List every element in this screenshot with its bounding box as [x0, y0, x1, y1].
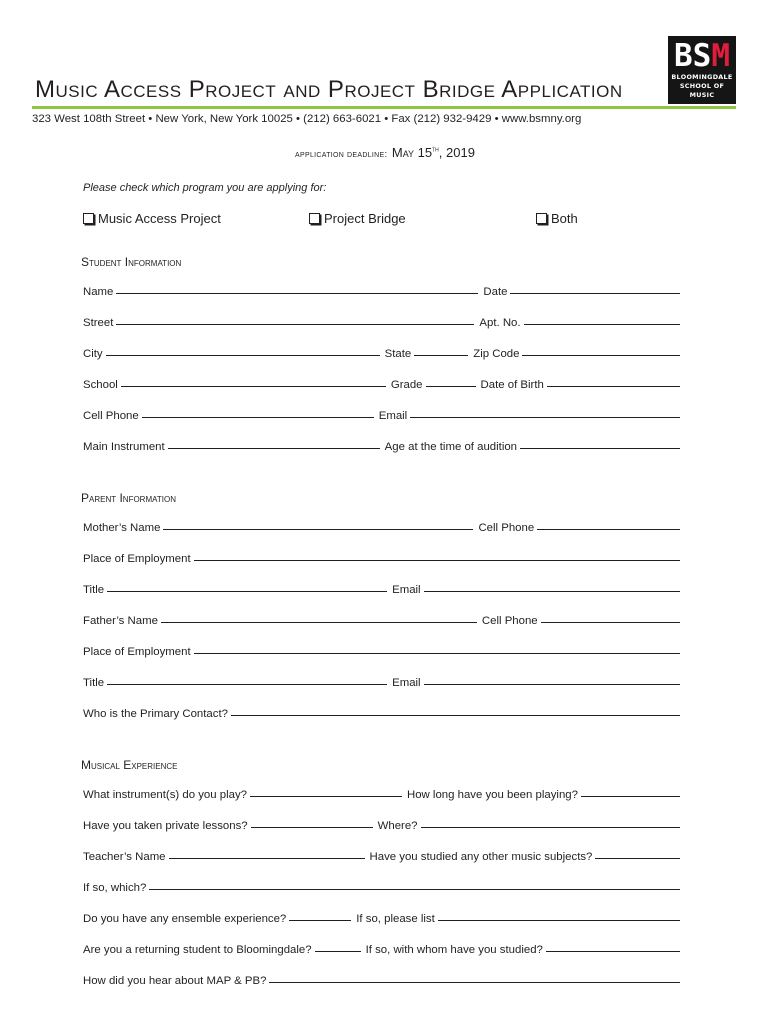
- label-mother-email: Email: [392, 584, 421, 596]
- checkbox-icon[interactable]: [536, 213, 547, 224]
- field-primary-contact[interactable]: [231, 715, 680, 716]
- row-mother-employment: [83, 553, 680, 565]
- label-ensemble-list: If so, please list: [356, 913, 435, 925]
- field-ensemble[interactable]: [289, 920, 351, 921]
- label-zip: Zip Code: [473, 348, 520, 360]
- label-heard-about: How did you hear about MAP & PB?: [83, 975, 267, 987]
- field-ensemble-list[interactable]: [438, 920, 680, 921]
- label-which: If so, which?: [83, 882, 147, 894]
- row-father-employment: [83, 646, 680, 658]
- row-ensemble: [83, 913, 680, 925]
- label-street: Street: [83, 317, 114, 329]
- label-father-email: Email: [392, 677, 421, 689]
- field-mother-email[interactable]: [424, 591, 680, 592]
- row-instrument-age: [83, 441, 680, 453]
- section-student-information: Student Information: [81, 255, 182, 269]
- label-instruments: What instrument(s) do you play?: [83, 789, 247, 801]
- label-private-lessons: Have you taken private lessons?: [83, 820, 248, 832]
- logo-line-1: BLOOMINGDALE: [671, 73, 733, 81]
- label-mother-cell: Cell Phone: [478, 522, 535, 534]
- row-instruments-how-long: [83, 789, 680, 801]
- checkbox-icon[interactable]: [309, 213, 320, 224]
- checkbox-icon[interactable]: [83, 213, 94, 224]
- field-with-whom[interactable]: [546, 951, 680, 952]
- field-where[interactable]: [421, 827, 680, 828]
- field-mother-employment[interactable]: [194, 560, 680, 561]
- label-school: School: [83, 379, 118, 391]
- field-email[interactable]: [410, 417, 680, 418]
- field-father-email[interactable]: [424, 684, 680, 685]
- label-with-whom: If so, with whom have you studied?: [365, 944, 543, 956]
- field-mother-name[interactable]: [163, 529, 473, 530]
- field-other-subjects[interactable]: [595, 858, 680, 859]
- row-mother-name-cell: [83, 522, 680, 534]
- field-father-title[interactable]: [107, 684, 387, 685]
- label-age: Age at the time of audition: [384, 441, 518, 453]
- program-instruction: Please check which program you are applying for:: [83, 182, 327, 194]
- label-where: Where?: [377, 820, 418, 832]
- label-main-instrument: Main Instrument: [83, 441, 165, 453]
- row-heard: [83, 975, 680, 987]
- label-state: State: [384, 348, 412, 360]
- bsm-logo: [668, 36, 736, 104]
- field-date[interactable]: [510, 293, 680, 294]
- label-mother-name: Mother’s Name: [83, 522, 161, 534]
- field-instruments[interactable]: [250, 796, 402, 797]
- label-teacher-name: Teacher’s Name: [83, 851, 166, 863]
- label-how-long: How long have you been playing?: [406, 789, 578, 801]
- label-returning: Are you a returning student to Bloomingdale?: [83, 944, 312, 956]
- row-city-state-zip: [83, 348, 680, 360]
- row-cell-email: [83, 410, 680, 422]
- row-which: [83, 882, 680, 894]
- field-mother-cell[interactable]: [537, 529, 680, 530]
- option-project-bridge[interactable]: Project Bridge: [309, 211, 406, 226]
- header-rule: [32, 106, 736, 109]
- field-father-employment[interactable]: [194, 653, 680, 654]
- label-other-subjects: Have you studied any other music subjects?: [369, 851, 593, 863]
- application-deadline: [0, 144, 770, 162]
- field-cell-phone[interactable]: [142, 417, 374, 418]
- label-city: City: [83, 348, 103, 360]
- label-cell-phone: Cell Phone: [83, 410, 139, 422]
- row-private-where: [83, 820, 680, 832]
- field-father-cell[interactable]: [541, 622, 680, 623]
- row-father-name-cell: [83, 615, 680, 627]
- row-primary-contact: [83, 708, 680, 720]
- field-grade[interactable]: [426, 386, 476, 387]
- label-primary-contact: Who is the Primary Contact?: [83, 708, 228, 720]
- field-age[interactable]: [520, 448, 680, 449]
- label-father-name: Father’s Name: [83, 615, 158, 627]
- label-name: Name: [83, 286, 114, 298]
- field-name[interactable]: [116, 293, 478, 294]
- field-state[interactable]: [414, 355, 468, 356]
- label-email: Email: [378, 410, 408, 422]
- label-ensemble: Do you have any ensemble experience?: [83, 913, 287, 925]
- field-main-instrument[interactable]: [168, 448, 380, 449]
- logo-line-2: SCHOOL OF MUSIC: [679, 82, 725, 99]
- field-street[interactable]: [116, 324, 474, 325]
- field-teacher-name[interactable]: [169, 858, 365, 859]
- label-dob: Date of Birth: [480, 379, 544, 391]
- row-teacher-other-subjects: [83, 851, 680, 863]
- label-grade: Grade: [390, 379, 423, 391]
- field-returning[interactable]: [315, 951, 361, 952]
- field-city[interactable]: [106, 355, 380, 356]
- field-mother-title[interactable]: [107, 591, 387, 592]
- deadline-date: May 15th, 2019: [391, 145, 475, 160]
- section-musical-experience: Musical Experience: [81, 758, 178, 772]
- school-address: 323 West 108th Street • New York, New York 10025 • (212) 663-6021 • Fax (212) 932-9429 • www.bsmny.org: [32, 113, 582, 125]
- row-school-grade-dob: [83, 379, 680, 391]
- label-date: Date: [483, 286, 508, 298]
- field-which[interactable]: [149, 889, 680, 890]
- field-how-long[interactable]: [581, 796, 680, 797]
- row-returning: [83, 944, 680, 956]
- logo-mark: BSM: [674, 38, 730, 74]
- row-father-title-email: [83, 677, 680, 689]
- deadline-label: application deadline:: [295, 149, 388, 160]
- option-both[interactable]: Both: [536, 211, 578, 226]
- label-father-title: Title: [83, 677, 105, 689]
- row-mother-title-email: [83, 584, 680, 596]
- field-heard-about[interactable]: [269, 982, 680, 983]
- field-apt[interactable]: [524, 324, 680, 325]
- field-school[interactable]: [121, 386, 386, 387]
- option-music-access-project[interactable]: Music Access Project: [83, 211, 221, 226]
- label-father-employment: Place of Employment: [83, 646, 191, 658]
- section-parent-information: Parent Information: [81, 491, 176, 505]
- row-name-date: [83, 286, 680, 298]
- label-apt: Apt. No.: [479, 317, 521, 329]
- field-dob[interactable]: [547, 386, 680, 387]
- label-mother-employment: Place of Employment: [83, 553, 191, 565]
- label-father-cell: Cell Phone: [481, 615, 538, 627]
- field-zip[interactable]: [522, 355, 680, 356]
- form-title: Music Access Project and Project Bridge Application: [35, 76, 623, 103]
- row-street-apt: [83, 317, 680, 329]
- label-mother-title: Title: [83, 584, 105, 596]
- field-father-name[interactable]: [161, 622, 477, 623]
- field-private-lessons[interactable]: [251, 827, 373, 828]
